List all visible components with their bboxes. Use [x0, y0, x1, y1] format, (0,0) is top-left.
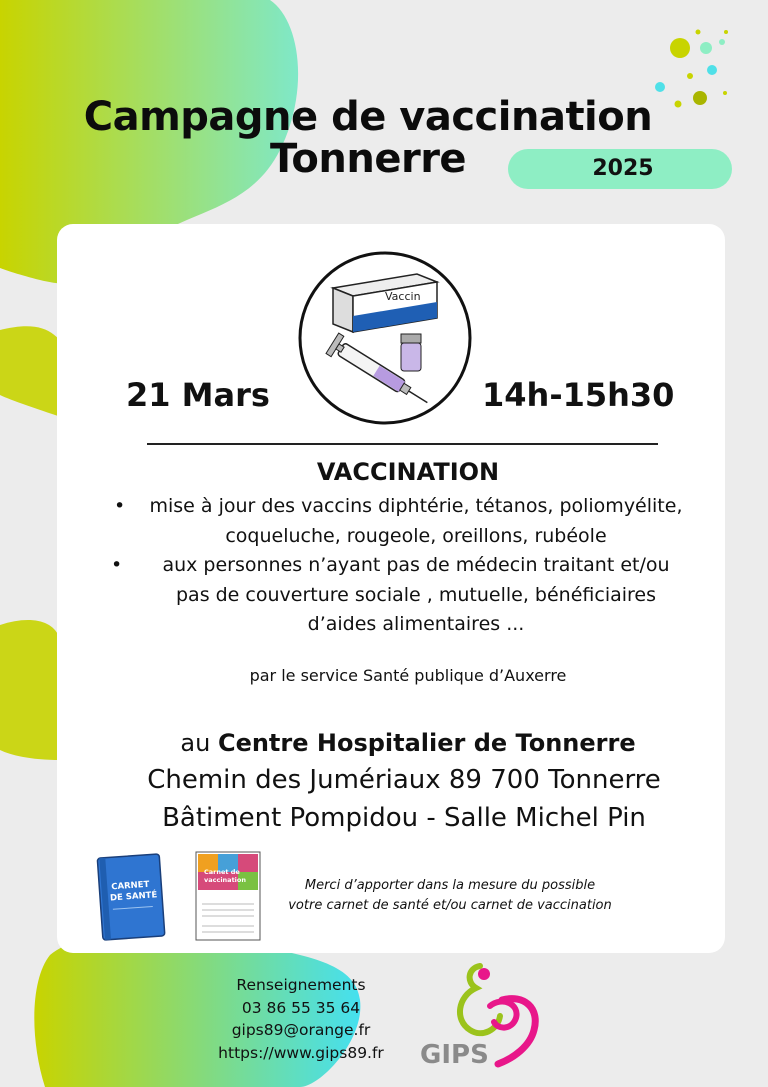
- contact-email[interactable]: gips89@orange.fr: [231, 1021, 371, 1039]
- svg-text:DE SANTÉ: DE SANTÉ: [109, 890, 158, 904]
- decor-dot: [670, 38, 690, 58]
- page-title: Campagne de vaccination: [83, 94, 653, 140]
- vaccine-box-label: Vaccin: [385, 290, 421, 303]
- list-item: • mise à jour des vaccins diphtérie, tétanos, poliomyélite, coqueluche, rougeole, oreillons, rubéole: [104, 492, 728, 551]
- address-line-1: Chemin des Jumériaux 89 700 Tonnerre: [147, 765, 661, 795]
- logo-text: GIPS: [420, 1040, 489, 1070]
- gips-logo: [418, 960, 548, 1075]
- venue-prefix: au: [180, 729, 211, 757]
- event-time: 14h-15h30: [482, 376, 675, 414]
- service-text: par le service Santé publique d’Auxerre: [249, 666, 567, 685]
- vaccine-illustration-icon: [297, 250, 473, 426]
- divider: [147, 443, 658, 445]
- svg-text:vaccination: vaccination: [204, 876, 246, 884]
- page-subtitle-city: Tonnerre: [269, 136, 467, 182]
- list-item: • aux personnes n’ayant pas de médecin traitant et/ou pas de couverture sociale , mutuelle, bénéficiaires d’aides alimentaires ...: [104, 551, 728, 640]
- contact-label: Renseignements: [236, 976, 366, 994]
- address-line-2: Bâtiment Pompidou - Salle Michel Pin: [162, 803, 646, 833]
- venue: [0, 725, 768, 761]
- booklet-health-label: CARNET: [110, 879, 150, 893]
- reminder-note: Merci d’apporter dans la mesure du possible votre carnet de santé et/ou carnet de vaccination: [288, 878, 612, 913]
- info-list: [104, 492, 728, 640]
- event-date: 21 Mars: [126, 376, 270, 414]
- contact-block: [206, 974, 396, 1064]
- year-badge: 2025: [508, 149, 732, 189]
- contact-website[interactable]: https://www.gips89.fr: [218, 1043, 384, 1062]
- section-heading: VACCINATION: [316, 458, 500, 486]
- bullet-icon: •: [111, 554, 123, 576]
- booklet-vaccination-label: Carnet de: [204, 868, 240, 876]
- bullet-icon: •: [114, 495, 126, 517]
- venue-name: Centre Hospitalier de Tonnerre: [217, 729, 636, 757]
- health-booklets-icon: [96, 848, 266, 944]
- contact-phone[interactable]: 03 86 55 35 64: [241, 998, 361, 1017]
